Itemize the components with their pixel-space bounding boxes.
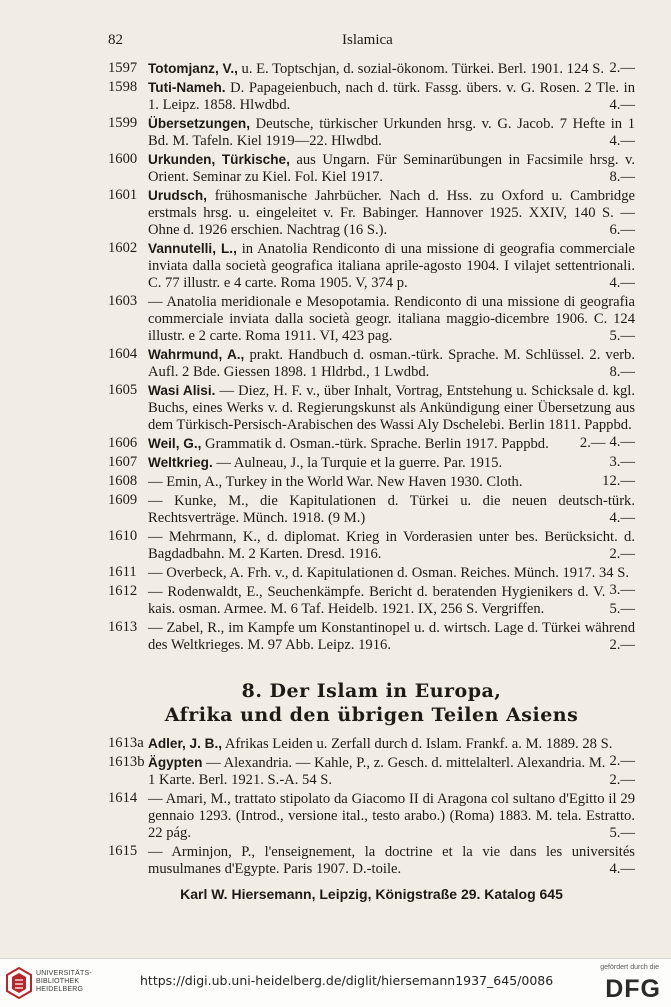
entry-text [148, 187, 635, 239]
entry-description: — Overbeck, A. Frh. v., d. Kapitulationen d. Osman. Reiches. Münch. 1917. 34 S. [148, 565, 629, 581]
entry-price: 4.— [609, 97, 635, 113]
entry-text [148, 60, 635, 78]
catalog-entry [0, 115, 671, 150]
section-heading-line-1: 8. Der Islam in Europa, [241, 680, 502, 702]
entry-price: 4.— [609, 861, 635, 877]
entry-text [148, 790, 635, 842]
entry-author: Tuti-Nameh. [148, 80, 226, 95]
entry-price: 5.— [609, 825, 635, 841]
entry-number: 1608 [108, 473, 138, 489]
library-line: BIBLIOTHEK [36, 978, 80, 985]
catalog-entry [0, 151, 671, 186]
entry-number: 1611 [108, 564, 137, 580]
entry-text [148, 293, 635, 345]
running-head [108, 32, 647, 52]
catalog-entry [0, 240, 671, 292]
catalog-entry [0, 473, 671, 491]
entry-author: Totomjanz, V., [148, 61, 238, 76]
entry-number: 1603 [108, 293, 138, 309]
catalog-entry [0, 619, 671, 654]
entry-author: Wasi Alisi. [148, 383, 216, 398]
entry-number: 1613 [108, 619, 138, 635]
catalog-entry [0, 187, 671, 239]
entry-text [148, 619, 635, 654]
entry-price: 3.— [609, 582, 635, 598]
entry-price: 4.— [609, 133, 635, 149]
entry-price: 3.— [609, 454, 635, 470]
catalog-entry [0, 754, 671, 789]
university-seal-icon[interactable] [6, 967, 32, 999]
entry-author: Wahrmund, A., [148, 347, 245, 362]
entry-number: 1605 [108, 382, 138, 398]
entry-text [148, 240, 635, 292]
entry-price: 2.— [609, 753, 635, 769]
entry-text [148, 528, 635, 563]
entry-text [148, 564, 635, 598]
entry-list-top [0, 60, 671, 655]
entry-price: 12.— [602, 473, 635, 489]
catalog-entry [0, 583, 671, 618]
entry-price: 4.— [609, 510, 635, 526]
entry-text [148, 473, 635, 491]
entry-price: 4.— [609, 275, 635, 291]
entry-description: — Diez, H. F. v., über Inhalt, Vortrag, Entstehung u. Schicksale d. kgl. Buchs, eines Werks v. d. Regierungskunst als Ankündigung einer Übersetzung aus dem Türkisch-Persisch-Arabischen des Wassi Aly Dschelebi. Berlin 1811. Pappbd. [148, 383, 635, 433]
catalog-entry [0, 79, 671, 114]
entry-text [148, 115, 635, 150]
entry-number: 1601 [108, 187, 138, 203]
running-title: Islamica [342, 32, 393, 48]
page-number: 82 [108, 32, 123, 48]
entry-description: Deutsche, türkischer Urkunden hrsg. v. G. Jacob. 7 Hefte in 1 Bd. M. Tafeln. Kiel 1919—22. Hlwdbd. [148, 116, 635, 149]
entry-author: Vannutelli, L., [148, 241, 237, 256]
entry-description: — Anatolia meridionale e Mesopotamia. Rendiconto di una missione di geografia commerciale inviata dalla società geogr. italiana maggio-dicembre 1906. C. 124 illustr. e 2 carte. Roma 1911. VI, 423 pag. [148, 294, 635, 344]
entry-description: u. E. Toptschjan, d. sozial-ökonom. Türkei. Berl. 1901. 124 S. [241, 61, 604, 77]
entry-description: — Aulneau, J., la Turquie et la guerre. Par. 1915. [216, 455, 503, 471]
catalog-entry [0, 435, 671, 453]
entry-number: 1600 [108, 151, 138, 167]
entry-price: 5.— [609, 328, 635, 344]
entry-number: 1613b [108, 754, 145, 770]
entry-list-bottom [0, 735, 671, 879]
entry-price: 2.— [609, 637, 635, 653]
entry-description: — Alexandria. — Kahle, P., z. Gesch. d. mittelalterl. Alexandria. M. 1 Karte. Berl. 1921. S.-A. 54 S. [148, 755, 606, 788]
entry-description: — Zabel, R., im Kampfe um Konstantinopel u. d. wirtsch. Lage d. Türkei während des Weltkrieges. M. 97 Abb. Leipz. 1916. [148, 620, 635, 653]
catalog-entry [0, 346, 671, 381]
entry-price: 2.— [609, 60, 635, 76]
entry-description: Grammatik d. Osman.-türk. Sprache. Berlin 1917. Pappbd. [205, 436, 549, 452]
entry-text [148, 79, 635, 114]
entry-description: frühosmanische Jahrbücher. Nach d. Hss. zu Oxford u. Cambridge erstmals hrsg. u. eingeleitet v. Fr. Babinger. Hannover 1925. XXIV, 140 S. — Ohne d. 1926 erschien. Nachtrag (16 S.). [148, 188, 635, 238]
catalog-entry [0, 454, 671, 472]
entry-number: 1604 [108, 346, 138, 362]
entry-text [148, 454, 635, 472]
entry-text [148, 435, 635, 453]
entry-price: 2.— [609, 772, 635, 788]
entry-author: Übersetzungen, [148, 116, 250, 131]
entry-author: Ägypten [148, 755, 203, 770]
catalog-entry [0, 790, 671, 842]
entry-description: — Amari, M., trattato stipolato da Giacomo II di Aragona col sultano d'Egitto il 29 gennaio 1293. (Introd., versione ital., testo arabo.) (Roma) 1883. M. tela. Estratto. 22 pág. [148, 791, 635, 841]
entry-number: 1613a [108, 735, 144, 751]
entry-number: 1598 [108, 79, 138, 95]
entry-text [148, 492, 635, 527]
viewer-bar [0, 958, 671, 1007]
entry-description: — Emin, A., Turkey in the World War. New Haven 1930. Cloth. [148, 474, 523, 490]
publisher-footer: Karl W. Hiersemann, Leipzig, Königstraße 29. Katalog 645 [180, 886, 563, 902]
catalog-entry [0, 843, 671, 878]
library-name[interactable] [36, 970, 92, 994]
entry-text [148, 583, 635, 618]
entry-author: Weil, G., [148, 436, 202, 451]
entry-number: 1602 [108, 240, 138, 256]
entry-number: 1610 [108, 528, 138, 544]
catalog-entry [0, 293, 671, 345]
entry-author: Urudsch, [148, 188, 207, 203]
entry-number: 1607 [108, 454, 138, 470]
entry-description: Afrikas Leiden u. Zerfall durch d. Islam. Frankf. a. M. 1889. 28 S. [224, 736, 613, 752]
section-heading-line-2: Afrika und den übrigen Teilen Asiens [164, 704, 579, 726]
entry-number: 1609 [108, 492, 138, 508]
entry-price: 8.— [609, 364, 635, 380]
library-line: UNIVERSITÄTS- [36, 970, 92, 977]
entry-description: aus Ungarn. Für Seminarübungen in Facsimile hrsg. v. Orient. Seminar zu Kiel. Fol. Kiel 1917. [148, 152, 635, 185]
entry-text [148, 754, 635, 789]
entry-number: 1615 [108, 843, 138, 859]
entry-description: D. Papageienbuch, nach d. türk. Fassg. übers. v. G. Rosen. 2 Tle. in 1. Leipz. 1858. Hlwdbd. [148, 80, 635, 113]
entry-price: 5.— [609, 601, 635, 617]
entry-text [148, 151, 635, 186]
entry-price: 8.— [609, 169, 635, 185]
entry-description: in Anatolia Rendiconto di una missione di geografia commerciale inviata dalla società geografica italiana aprile-agosto 1904. I vilajet settentrionali. C. 77 illustr. e 4 carte. Roma 1905. V, 374 p. [148, 241, 635, 291]
catalog-entry [0, 492, 671, 527]
catalog-entry [0, 60, 671, 78]
entry-description: — Rodenwaldt, E., Seuchenkämpfe. Bericht d. beratenden Hygienikers d. V. kais. osman. Armee. M. 6 Taf. Heidelb. 1921. IX, 256 S. Vergriffen. [148, 584, 606, 617]
entry-number: 1606 [108, 435, 138, 451]
entry-author: Weltkrieg. [148, 455, 213, 470]
entry-number: 1612 [108, 583, 138, 599]
entry-text [148, 346, 635, 381]
dfg-logo[interactable]: DFG [605, 975, 661, 1003]
entry-description: — Kunke, M., die Kapitulationen d. Türkei u. die neuen deutsch-türk. Rechtsverträge. Münch. 1918. (9 M.) [148, 493, 635, 526]
entry-price: 6.— [609, 222, 635, 238]
entry-author: Urkunden, Türkische, [148, 152, 290, 167]
entry-text [148, 843, 635, 878]
sponsor-label: gefördert durch die [600, 964, 659, 971]
entry-number: 1614 [108, 790, 138, 806]
entry-description: — Arminjon, P., l'enseignement, la doctrine et la vie dans les universités musulmanes d'Egypte. Paris 1907. D.-toile. [148, 844, 635, 877]
entry-description: — Mehrmann, K., d. diplomat. Krieg in Vorderasien unter bes. Berücksicht. d. Bagdadbahn. M. 2 Karten. Dresd. 1916. [148, 529, 635, 562]
catalog-entry [0, 528, 671, 563]
entry-price: 2.— [609, 546, 635, 562]
entry-price: 2.— [579, 435, 606, 451]
permalink-url[interactable]: https://digi.ub.uni-heidelberg.de/diglit/hiersemann1937_645/0086 [140, 973, 554, 988]
library-line: HEIDELBERG [36, 986, 84, 993]
entry-price: 4.— [609, 434, 635, 450]
entry-author: Adler, J. B., [148, 736, 223, 751]
entry-number: 1599 [108, 115, 138, 131]
entry-number: 1597 [108, 60, 138, 76]
entry-description: prakt. Handbuch d. osman.-türk. Sprache. M. Schlüssel. 2. verb. Aufl. 2 Bde. Giessen 1898. 1 Hldrbd., 1 Lwdbd. [148, 347, 636, 380]
